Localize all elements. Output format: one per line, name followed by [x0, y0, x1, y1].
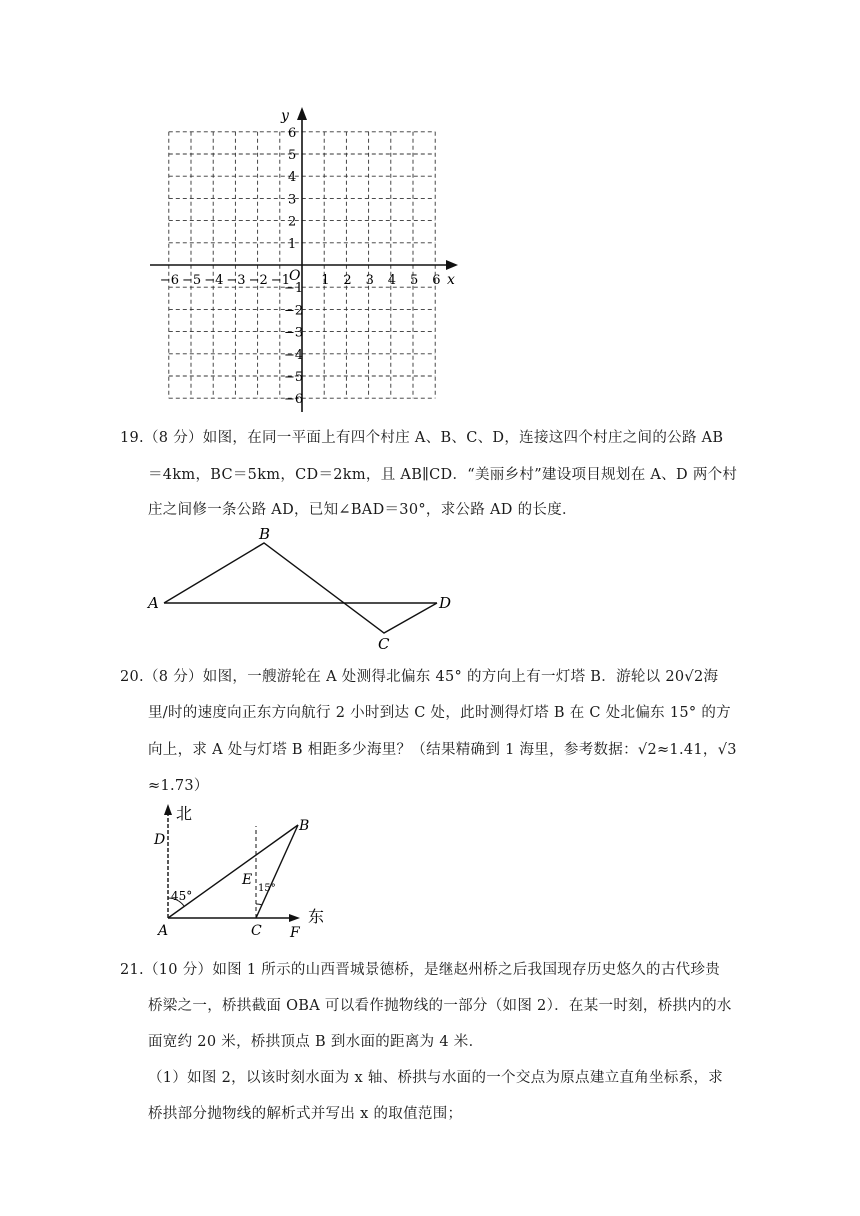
q20-line-3: 向上，求 A 处与灯塔 B 相距多少海里？（结果精确到 1 海里，参考数据：√2≈1.41，√3 — [148, 742, 737, 758]
q20-line-1: 20.（8 分）如图，一艘游轮在 A 处测得北偏东 45° 的方向上有一灯塔 B．游轮以 20√2海 — [120, 669, 719, 685]
y-tick-label: −1 — [284, 281, 304, 297]
q20-east-label: 东 — [308, 907, 325, 926]
y-tick-label: 3 — [288, 192, 297, 208]
q19-label-d: D — [439, 594, 452, 612]
x-tick-label: 3 — [365, 273, 374, 288]
q20-label-a: A — [158, 923, 169, 939]
x-tick-label: 4 — [387, 273, 397, 288]
origin-label: O — [289, 268, 301, 284]
x-tick-label: −3 — [226, 273, 246, 288]
q21-line-1: 21.（10 分）如图 1 所示的山西晋城景德桥，是继赵州桥之后我国现存历史悠久的古代珍贵 — [120, 962, 721, 978]
y-tick-label: 1 — [288, 236, 297, 252]
q19-figure — [140, 525, 470, 655]
y-tick-label: 6 — [288, 125, 297, 141]
x-axis-label: x — [447, 272, 455, 288]
q19-line-1: 19.（8 分）如图，在同一平面上有四个村庄 A、B、C、D，连接这四个村庄之间的公路 AB — [120, 430, 724, 446]
y-tick-label: 4 — [288, 170, 297, 186]
x-tick-label: −5 — [182, 273, 202, 288]
y-axis-label: y — [281, 108, 289, 124]
x-tick-label: 5 — [410, 273, 419, 288]
y-tick-label: −2 — [284, 303, 304, 319]
x-tick-label: −6 — [159, 273, 179, 288]
q20-segment-cb — [256, 825, 298, 918]
q20-east-arrow-icon — [289, 914, 300, 922]
x-tick-label: 2 — [343, 273, 352, 288]
x-tick-label: −2 — [248, 273, 268, 288]
q21-line-2: 桥梁之一，桥拱截面 OBA 可以看作抛物线的一部分（如图 2）．在某一时刻，桥拱内的水 — [148, 998, 732, 1014]
q20-label-e: E — [242, 872, 253, 888]
q20-label-d: D — [154, 832, 166, 848]
q19-label-c: C — [378, 635, 390, 653]
q21-sub1-line-2: 桥拱部分抛物线的解析式并写出 x 的取值范围； — [148, 1106, 463, 1122]
y-tick-label: −3 — [284, 325, 304, 341]
q20-angle-a-label: 45° — [171, 889, 193, 903]
q19-line-3: 庄之间修一条公路 AD，已知∠BAD＝30°，求公路 AD 的长度． — [148, 502, 577, 518]
q20-angle-arc-c — [256, 904, 262, 905]
x-axis-arrow-icon — [446, 260, 458, 270]
q20-figure — [140, 800, 340, 940]
y-tick-label: −5 — [284, 370, 304, 385]
x-tick-label: −4 — [204, 273, 224, 288]
y-tick-label: 2 — [288, 214, 297, 230]
x-tick-label: 1 — [321, 273, 330, 288]
q20-line-4: ≈1.73） — [148, 778, 209, 794]
q21-sub1-line-1: （1）如图 2，以该时刻水面为 x 轴、桥拱与水面的一个交点为原点建立直角坐标系，求 — [148, 1070, 724, 1086]
q21-line-3: 面宽约 20 米，桥拱顶点 B 到水面的距离为 4 米． — [148, 1034, 484, 1050]
y-tick-label: −4 — [284, 347, 304, 363]
x-tick-label: 6 — [432, 273, 441, 288]
q20-north-arrow-icon — [164, 804, 172, 815]
q20-label-c: C — [251, 923, 262, 939]
q20-north-label: 北 — [176, 804, 193, 823]
q19-path-abcd — [164, 543, 437, 633]
q19-label-b: B — [259, 525, 271, 543]
coordinate-grid-figure — [140, 100, 470, 420]
q19-label-a: A — [148, 594, 159, 612]
q19-line-2: ＝4km，BC＝5km，CD＝2km，且 AB∥CD．“美丽乡村”建设项目规划在 A、D 两个村 — [148, 467, 738, 483]
q20-line-2: 里/时的速度向正东方向航行 2 小时到达 C 处，此时测得灯塔 B 在 C 处北偏东 15° 的方 — [148, 705, 731, 721]
y-axis-arrow-icon — [297, 107, 307, 120]
y-tick-label: −6 — [284, 392, 304, 408]
y-tick-label: 5 — [288, 148, 297, 163]
q20-segment-ab — [168, 825, 298, 918]
y-tick-labels — [284, 126, 303, 407]
q20-angle-c-label: 15° — [258, 883, 276, 894]
q20-label-f: F — [290, 925, 300, 940]
x-tick-label: −1 — [270, 273, 290, 288]
q20-label-b: B — [299, 818, 310, 834]
